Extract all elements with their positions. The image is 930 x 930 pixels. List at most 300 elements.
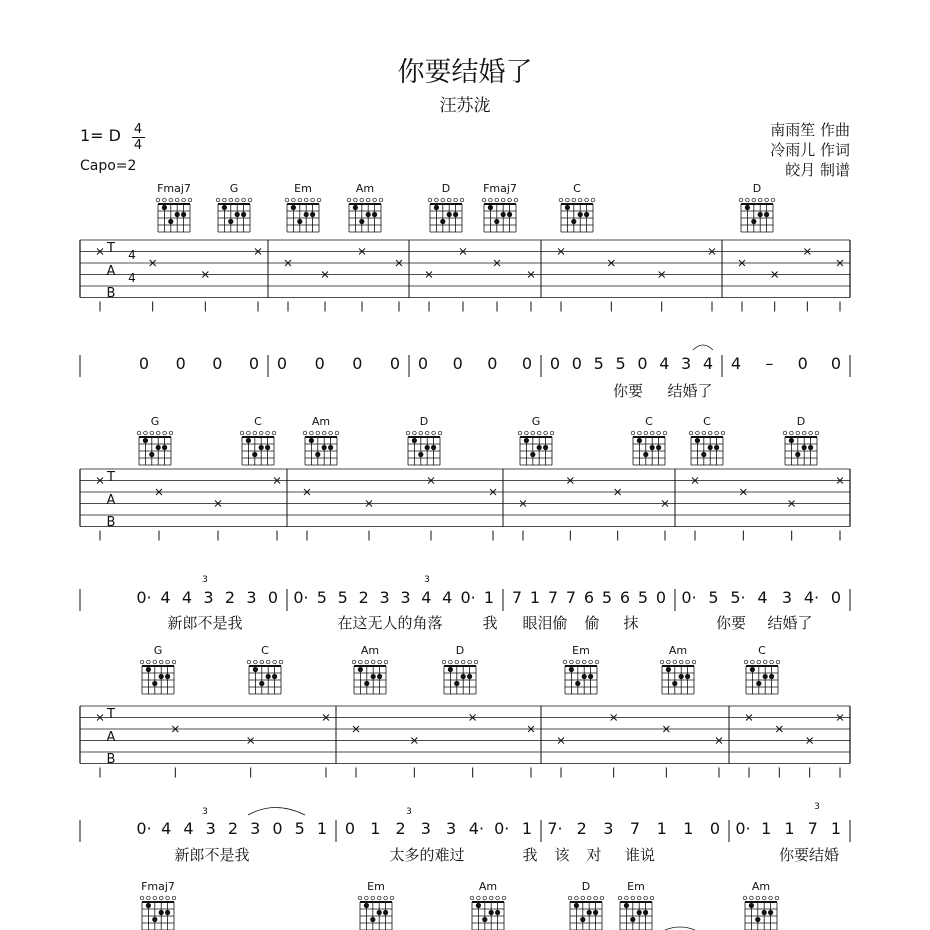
chord-open-mark (366, 198, 370, 202)
composer-credit: 南雨笙 作曲 (770, 121, 850, 139)
chord-finger-dot (265, 445, 270, 450)
song-title: 你要结婚了 (397, 57, 533, 88)
chord-open-mark (625, 896, 629, 900)
chord-open-mark (316, 431, 320, 435)
chord-open-mark (544, 431, 548, 435)
chord-open-mark (150, 431, 154, 435)
jianpu-note: 4 (442, 588, 453, 607)
chord-open-mark (525, 431, 529, 435)
chord-finger-dot (448, 667, 453, 672)
chord-finger-dot (488, 205, 493, 210)
jianpu-note: 2 (224, 588, 236, 607)
lyric: 我 (482, 614, 498, 632)
lyric: 你要 (612, 382, 644, 400)
chord-open-mark (229, 198, 233, 202)
triplet-mark: 3 (202, 575, 208, 585)
chord-open-mark (260, 660, 264, 664)
jianpu-note: 1 (761, 819, 772, 838)
lyric: 谁说 (624, 846, 656, 864)
chord-open-mark (470, 896, 474, 900)
chord-open-mark (413, 431, 417, 435)
jianpu-note: 3 (446, 819, 457, 838)
chord-name: Em (294, 182, 312, 195)
chord-finger-dot (580, 917, 585, 922)
chord-open-mark (631, 896, 635, 900)
chord-finger-dot (359, 219, 364, 224)
chord-open-mark (438, 431, 442, 435)
chord-open-mark (644, 896, 648, 900)
triplet-mark: 3 (814, 802, 820, 812)
chord-open-mark (461, 660, 465, 664)
jianpu-note: 0 (521, 354, 533, 373)
jianpu-note: 3 (203, 588, 214, 607)
chord-finger-dot (476, 903, 481, 908)
chord-open-mark (702, 431, 706, 435)
chord-finger-dot (252, 452, 257, 457)
chord-name: Fmaj7 (157, 182, 191, 195)
time-signature-top: 4 (133, 122, 143, 137)
chord-open-mark (537, 431, 541, 435)
chord-open-mark (159, 896, 163, 900)
chord-open-mark (750, 896, 754, 900)
jianpu-note: 5 (637, 588, 649, 607)
chord-finger-dot (162, 205, 167, 210)
chord-finger-dot (543, 445, 548, 450)
chord-finger-dot (750, 667, 755, 672)
chord-finger-dot (181, 212, 186, 217)
jianpu-note: 5 (708, 588, 719, 607)
chord-finger-dot (749, 903, 754, 908)
chord-open-mark (679, 660, 683, 664)
chord-finger-dot (315, 452, 320, 457)
chord-finger-dot (756, 681, 761, 686)
chord-open-mark (802, 431, 806, 435)
chord-finger-dot (461, 674, 466, 679)
chord-open-mark (441, 198, 445, 202)
tab-letter-a: A (106, 730, 116, 745)
chord-finger-dot (447, 212, 452, 217)
chord-open-mark (175, 198, 179, 202)
jianpu-note: 0 (830, 588, 842, 607)
chord-finger-dot (328, 445, 333, 450)
jianpu-note: 0· (136, 588, 152, 607)
chord-open-mark (638, 431, 642, 435)
jianpu-note: 5 (601, 588, 613, 607)
jianpu-note: 0 (314, 354, 325, 373)
chord-open-mark (384, 660, 388, 664)
lyric: 你要结婚 (778, 846, 840, 864)
jianpu-note: 2 (358, 588, 369, 607)
chord-open-mark (379, 198, 383, 202)
chord-open-mark (253, 431, 257, 435)
jianpu-note: 7 (807, 819, 818, 838)
jianpu-note: 1 (529, 588, 541, 607)
chord-open-mark (360, 198, 364, 202)
chord-finger-dot (143, 438, 148, 443)
chord-finger-dot (584, 212, 589, 217)
lyric: 抹 (623, 614, 639, 632)
jianpu-note: 4· (468, 819, 485, 838)
chord-open-mark (137, 431, 141, 435)
jianpu-note: 0· (293, 588, 309, 607)
lyric: 我 (522, 846, 538, 864)
jianpu-note: 4 (659, 354, 670, 373)
chord-finger-dot (565, 205, 570, 210)
jianpu-note: 5 (294, 819, 305, 838)
chord-finger-dot (679, 674, 684, 679)
chord-open-mark (667, 660, 671, 664)
chord-finger-dot (501, 212, 506, 217)
chord-finger-dot (159, 910, 164, 915)
chord-name: Fmaj7 (141, 880, 175, 893)
chord-finger-dot (253, 667, 258, 672)
jianpu-note: 0 (452, 354, 463, 373)
chord-open-mark (776, 660, 780, 664)
jianpu-note: 7 (629, 819, 641, 838)
jianpu-note: 0 (212, 354, 223, 373)
chord-open-mark (743, 896, 747, 900)
chord-name: G (531, 415, 541, 428)
tab-letter-b: B (106, 286, 116, 301)
jianpu-note: 5· (730, 588, 746, 607)
tab-time-top: 4 (128, 248, 136, 262)
lyric: 对 (586, 846, 602, 864)
chord-name: D (441, 182, 451, 195)
chord-open-mark (587, 896, 591, 900)
chord-open-mark (447, 198, 451, 202)
chord-open-mark (406, 431, 410, 435)
chord-finger-dot (755, 917, 760, 922)
chord-open-mark (771, 198, 775, 202)
chord-open-mark (156, 431, 160, 435)
chord-finger-dot (802, 445, 807, 450)
chord-open-mark (159, 660, 163, 664)
chord-finger-dot (259, 681, 264, 686)
chord-open-mark (660, 660, 664, 664)
chord-open-mark (663, 431, 667, 435)
chord-finger-dot (377, 910, 382, 915)
chord-finger-dot (291, 205, 296, 210)
chord-open-mark (514, 198, 518, 202)
chord-open-mark (242, 198, 246, 202)
chord-open-mark (650, 896, 654, 900)
chord-open-mark (259, 431, 263, 435)
jianpu-note: 2 (395, 819, 406, 838)
chord-open-mark (140, 660, 144, 664)
chord-finger-dot (272, 674, 277, 679)
jianpu-note: 3 (781, 588, 793, 607)
key-signature: 1= D (80, 126, 121, 145)
jianpu-note: 6 (619, 588, 631, 607)
chord-finger-dot (685, 674, 690, 679)
chord-finger-dot (156, 445, 161, 450)
chord-open-mark (502, 896, 506, 900)
chord-open-mark (140, 896, 144, 900)
chord-name: G (229, 182, 239, 195)
chord-open-mark (501, 198, 505, 202)
chord-open-mark (696, 431, 700, 435)
chord-open-mark (739, 198, 743, 202)
chord-finger-dot (266, 674, 271, 679)
chord-finger-dot (228, 219, 233, 224)
jianpu-note: 7 (511, 588, 523, 607)
chord-open-mark (489, 896, 493, 900)
chord-name: Am (478, 880, 498, 893)
chord-open-mark (508, 198, 512, 202)
chord-name: Am (360, 644, 380, 657)
chord-finger-dot (467, 674, 472, 679)
jianpu-note: 1 (370, 819, 381, 838)
chord-open-mark (568, 896, 572, 900)
chord-open-mark (377, 896, 381, 900)
jianpu-note: 1 (483, 588, 495, 607)
chord-open-mark (489, 198, 493, 202)
jianpu-note: 3 (603, 819, 614, 838)
chord-finger-dot (454, 681, 459, 686)
chord-name: Em (572, 644, 590, 657)
jianpu-note: 7 (565, 588, 577, 607)
chord-open-mark (248, 198, 252, 202)
jianpu-note: 4 (702, 354, 714, 373)
chord-finger-dot (309, 438, 314, 443)
jianpu-note: 0 (830, 354, 842, 373)
jianpu-note: 3 (205, 819, 216, 838)
chord-open-mark (770, 660, 774, 664)
chord-finger-dot (453, 212, 458, 217)
jianpu-note: 4 (183, 819, 194, 838)
lyric: 太多的难过 (389, 846, 465, 864)
tab-letter-b: B (106, 515, 116, 530)
lyric: 结婚了 (667, 382, 713, 400)
chord-open-mark (454, 198, 458, 202)
chord-open-mark (311, 198, 315, 202)
chord-open-mark (254, 660, 258, 664)
chord-finger-dot (764, 212, 769, 217)
chord-finger-dot (152, 917, 157, 922)
jianpu-note: 3 (681, 354, 692, 373)
chord-finger-dot (366, 212, 371, 217)
tab-letter-t: T (107, 707, 115, 722)
jianpu-note: 0 (487, 354, 498, 373)
lyric: 眼泪偷 (522, 614, 568, 632)
chord-open-mark (575, 896, 579, 900)
chord-finger-dot (431, 445, 436, 450)
chord-finger-dot (489, 910, 494, 915)
chord-finger-dot (630, 917, 635, 922)
chord-finger-dot (763, 674, 768, 679)
chord-finger-dot (246, 438, 251, 443)
chord-finger-dot (235, 212, 240, 217)
chord-finger-dot (637, 910, 642, 915)
chord-finger-dot (434, 205, 439, 210)
chord-open-mark (172, 896, 176, 900)
chord-open-mark (163, 198, 167, 202)
jianpu-note: 2 (576, 819, 587, 838)
chord-open-mark (591, 198, 595, 202)
song-artist: 汪苏泷 (439, 96, 491, 116)
chord-finger-dot (241, 212, 246, 217)
chord-finger-dot (383, 910, 388, 915)
tie-arc (693, 345, 713, 350)
chord-finger-dot (222, 205, 227, 210)
chord-open-mark (419, 431, 423, 435)
chord-open-mark (585, 198, 589, 202)
chord-open-mark (744, 660, 748, 664)
chord-open-mark (775, 896, 779, 900)
lyricist-credit: 冷雨儿 作词 (770, 141, 850, 159)
chord-finger-dot (578, 212, 583, 217)
chord-finger-dot (304, 212, 309, 217)
chord-finger-dot (768, 910, 773, 915)
chord-finger-dot (587, 910, 592, 915)
chord-open-mark (188, 198, 192, 202)
chord-finger-dot (758, 212, 763, 217)
chord-name: C (758, 644, 766, 657)
chord-open-mark (147, 660, 151, 664)
chord-name: Am (668, 644, 688, 657)
chord-open-mark (285, 198, 289, 202)
chord-finger-dot (574, 903, 579, 908)
chord-open-mark (156, 198, 160, 202)
tab-letter-a: A (106, 493, 116, 508)
tab-letter-t: T (107, 470, 115, 485)
chord-open-mark (657, 431, 661, 435)
chord-open-mark (153, 660, 157, 664)
chord-finger-dot (624, 903, 629, 908)
jianpu-note: 7· (547, 819, 563, 838)
jianpu-note: 4 (730, 354, 742, 373)
jianpu-note: 3 (400, 588, 411, 607)
tab-time-bottom: 4 (128, 271, 136, 285)
jianpu-note: 0 (417, 354, 429, 373)
chord-open-mark (247, 660, 251, 664)
chord-finger-dot (168, 219, 173, 224)
jianpu-note: – (765, 354, 774, 373)
chord-finger-dot (165, 910, 170, 915)
chord-open-mark (266, 431, 270, 435)
chord-name: Am (751, 880, 771, 893)
chord-open-mark (673, 660, 677, 664)
chord-name: D (419, 415, 429, 428)
chord-open-mark (572, 198, 576, 202)
tie-arc (248, 808, 305, 816)
jianpu-note: 4 (181, 588, 193, 607)
chord-open-mark (460, 198, 464, 202)
jianpu-note: 0 (344, 819, 356, 838)
chord-finger-dot (795, 452, 800, 457)
chord-open-mark (566, 198, 570, 202)
jianpu-note: 0 (797, 354, 808, 373)
jianpu-note: 5 (316, 588, 327, 607)
chord-open-mark (468, 660, 472, 664)
jianpu-note: 0 (571, 354, 582, 373)
chord-finger-dot (146, 667, 151, 672)
jianpu-note: 1 (521, 819, 533, 838)
chord-open-mark (352, 660, 356, 664)
jianpu-note: 0 (272, 819, 283, 838)
chord-finger-dot (656, 445, 661, 450)
chord-open-mark (589, 660, 593, 664)
chord-finger-dot (582, 674, 587, 679)
tab-letter-t: T (107, 241, 115, 256)
chord-open-mark (153, 896, 157, 900)
chord-open-mark (182, 198, 186, 202)
chord-finger-dot (751, 219, 756, 224)
jianpu-note: 5 (615, 354, 626, 373)
chord-open-mark (359, 660, 363, 664)
chord-finger-dot (769, 674, 774, 679)
chord-open-mark (477, 896, 481, 900)
chord-finger-dot (808, 445, 813, 450)
chord-open-mark (637, 896, 641, 900)
jianpu-note: 0 (276, 354, 288, 373)
chord-name: C (703, 415, 711, 428)
chord-open-mark (518, 431, 522, 435)
chord-finger-dot (259, 445, 264, 450)
tab-letter-a: A (106, 264, 116, 279)
chord-finger-dot (364, 681, 369, 686)
chord-finger-dot (165, 674, 170, 679)
jianpu-note: 3 (246, 588, 257, 607)
chord-finger-dot (372, 212, 377, 217)
chord-name: C (645, 415, 653, 428)
chord-open-mark (390, 896, 394, 900)
chord-open-mark (809, 431, 813, 435)
time-signature-bottom: 4 (133, 138, 143, 153)
chord-open-mark (163, 431, 167, 435)
chord-finger-dot (425, 445, 430, 450)
chord-open-mark (304, 198, 308, 202)
chord-open-mark (581, 896, 585, 900)
chord-open-mark (247, 431, 251, 435)
chord-finger-dot (353, 205, 358, 210)
chord-finger-dot (418, 452, 423, 457)
chord-finger-dot (588, 674, 593, 679)
chord-finger-dot (146, 903, 151, 908)
chord-open-mark (303, 431, 307, 435)
jianpu-note: 0 (389, 354, 401, 373)
jianpu-note: 5 (337, 588, 348, 607)
chord-open-mark (373, 198, 377, 202)
jianpu-note: 0 (248, 354, 260, 373)
jianpu-note: 0 (709, 819, 721, 838)
chord-finger-dot (745, 205, 750, 210)
chord-open-mark (790, 431, 794, 435)
jianpu-note: 0 (352, 354, 363, 373)
chord-finger-dot (440, 219, 445, 224)
chord-finger-dot (149, 452, 154, 457)
chord-name: Em (627, 880, 645, 893)
jianpu-note: 0· (681, 588, 697, 607)
chord-finger-dot (377, 674, 382, 679)
chord-open-mark (147, 896, 151, 900)
chord-open-mark (631, 431, 635, 435)
chord-finger-dot (643, 452, 648, 457)
chord-name: G (153, 644, 163, 657)
chord-open-mark (298, 198, 302, 202)
chord-open-mark (442, 660, 446, 664)
chord-open-mark (570, 660, 574, 664)
jianpu-note: 1 (656, 819, 667, 838)
chord-open-mark (721, 431, 725, 435)
lyric: 新郎不是我 (167, 614, 243, 632)
chord-finger-dot (714, 445, 719, 450)
chord-open-mark (496, 896, 500, 900)
chord-open-mark (752, 198, 756, 202)
chord-name: C (261, 644, 269, 657)
chord-open-mark (266, 660, 270, 664)
chord-open-mark (279, 660, 283, 664)
